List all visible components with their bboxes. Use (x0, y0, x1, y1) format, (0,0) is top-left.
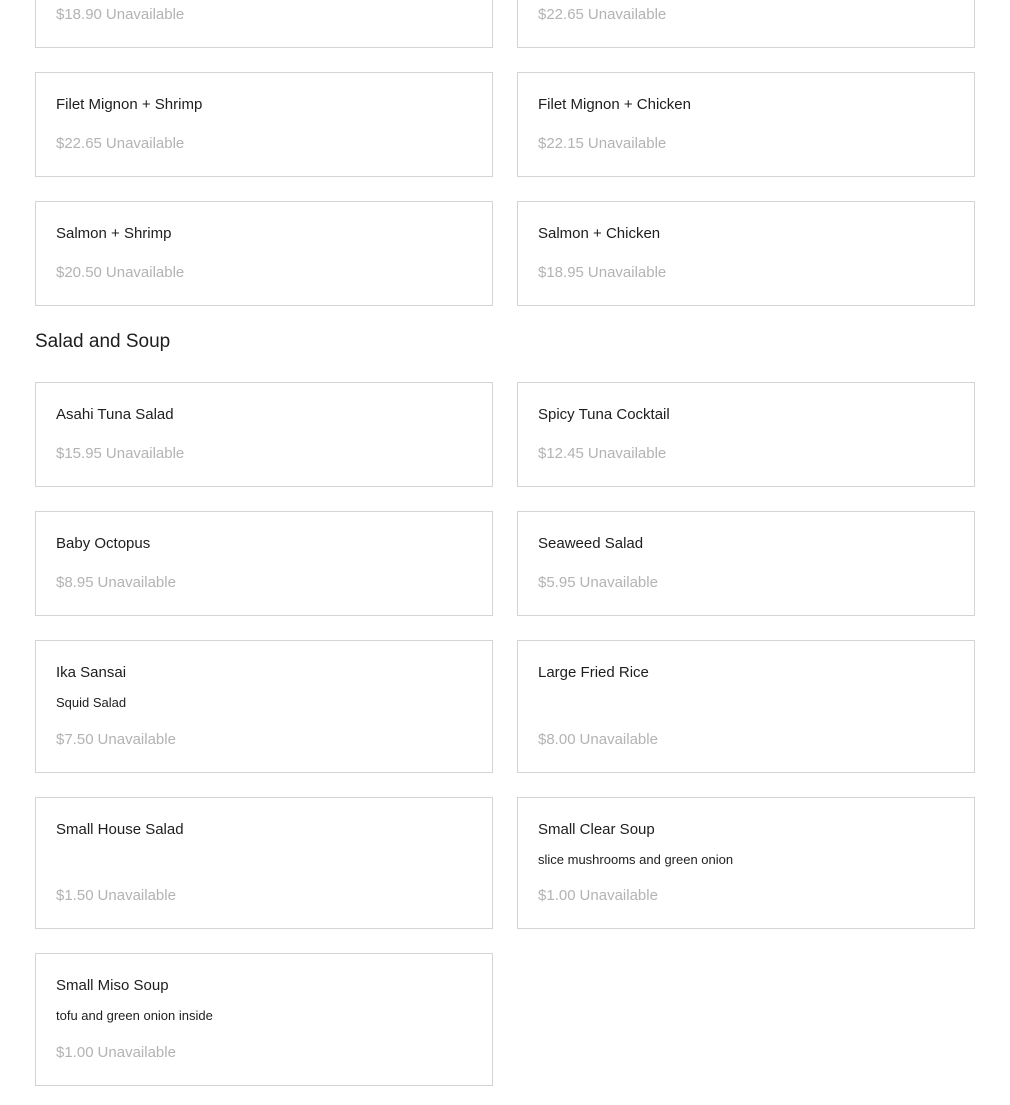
availability-status: Unavailable (587, 264, 667, 281)
price-line (56, 135, 184, 152)
price-line (56, 264, 184, 281)
price-line (538, 135, 666, 152)
menu-item-card[interactable] (35, 382, 493, 487)
availability-status: Unavailable (587, 135, 667, 152)
availability-status: Unavailable (97, 1044, 176, 1061)
item-price: $15.95 (56, 445, 102, 462)
item-price: $20.50 (56, 264, 102, 281)
item-price: $22.65 (56, 135, 102, 152)
price-line (538, 574, 658, 591)
item-price: $8.95 (56, 574, 94, 591)
price-line (56, 887, 176, 904)
item-name: Salmon + Shrimp (56, 225, 172, 242)
item-name: Baby Octopus (56, 535, 151, 552)
availability-status: Unavailable (105, 135, 185, 152)
menu-item-card[interactable] (517, 511, 975, 616)
item-name: Spicy Tuna Cocktail (538, 406, 670, 423)
item-price: $1.50 (56, 887, 94, 904)
item-price: $18.90 (56, 6, 102, 23)
menu-item-card[interactable] (517, 201, 975, 306)
menu-item-card[interactable] (35, 640, 493, 773)
item-name: Filet Mignon + Shrimp (56, 96, 203, 113)
availability-status: Unavailable (97, 731, 176, 748)
item-description: tofu and green onion inside (56, 1008, 213, 1023)
section-title: Salad and Soup (35, 331, 171, 352)
price-line (538, 731, 658, 748)
item-price: $22.15 (538, 135, 584, 152)
item-price: $5.95 (538, 574, 576, 591)
item-name: Small Clear Soup (538, 821, 655, 838)
availability-status: Unavailable (105, 264, 185, 281)
item-name: Small Miso Soup (56, 977, 169, 994)
item-description: Squid Salad (56, 695, 127, 710)
item-name: Filet Mignon + Chicken (538, 96, 691, 113)
price-line (538, 887, 658, 904)
item-name: Seaweed Salad (538, 535, 644, 552)
availability-status: Unavailable (587, 445, 667, 462)
item-price: $22.65 (538, 6, 584, 23)
menu-item-card[interactable] (517, 640, 975, 773)
item-name: Large Fried Rice (538, 664, 649, 681)
item-price: $1.00 (538, 887, 576, 904)
menu-item-card[interactable] (35, 72, 493, 177)
menu-item-card[interactable] (35, 797, 493, 929)
availability-status: Unavailable (105, 6, 185, 23)
availability-status: Unavailable (579, 887, 658, 904)
availability-status: Unavailable (97, 887, 176, 904)
item-price: $12.45 (538, 445, 584, 462)
price-line (56, 731, 176, 748)
item-price: $1.00 (56, 1044, 94, 1061)
item-price: $18.95 (538, 264, 584, 281)
item-price: $8.00 (538, 731, 576, 748)
availability-status: Unavailable (97, 574, 176, 591)
price-line (56, 6, 184, 23)
availability-status: Unavailable (587, 6, 667, 23)
menu-item-card[interactable] (517, 72, 975, 177)
item-name: Ika Sansai (56, 664, 127, 681)
item-name: Asahi Tuna Salad (56, 406, 174, 423)
menu-item-card[interactable] (35, 511, 493, 616)
availability-status: Unavailable (579, 731, 658, 748)
price-line (538, 6, 666, 23)
price-line (538, 264, 666, 281)
item-name: Small House Salad (56, 821, 184, 838)
item-name: Salmon + Chicken (538, 225, 661, 242)
menu-item-card[interactable] (517, 0, 975, 48)
price-line (56, 445, 184, 462)
availability-status: Unavailable (105, 445, 185, 462)
menu-item-card[interactable] (517, 382, 975, 487)
price-line (56, 1044, 176, 1061)
price-line (538, 445, 666, 462)
availability-status: Unavailable (579, 574, 658, 591)
menu-item-card[interactable] (35, 201, 493, 306)
item-description: slice mushrooms and green onion (538, 852, 734, 867)
item-price: $7.50 (56, 731, 94, 748)
menu-item-card[interactable] (35, 953, 493, 1086)
price-line (56, 574, 176, 591)
menu-item-card[interactable] (35, 0, 493, 48)
menu-item-card[interactable] (517, 797, 975, 929)
